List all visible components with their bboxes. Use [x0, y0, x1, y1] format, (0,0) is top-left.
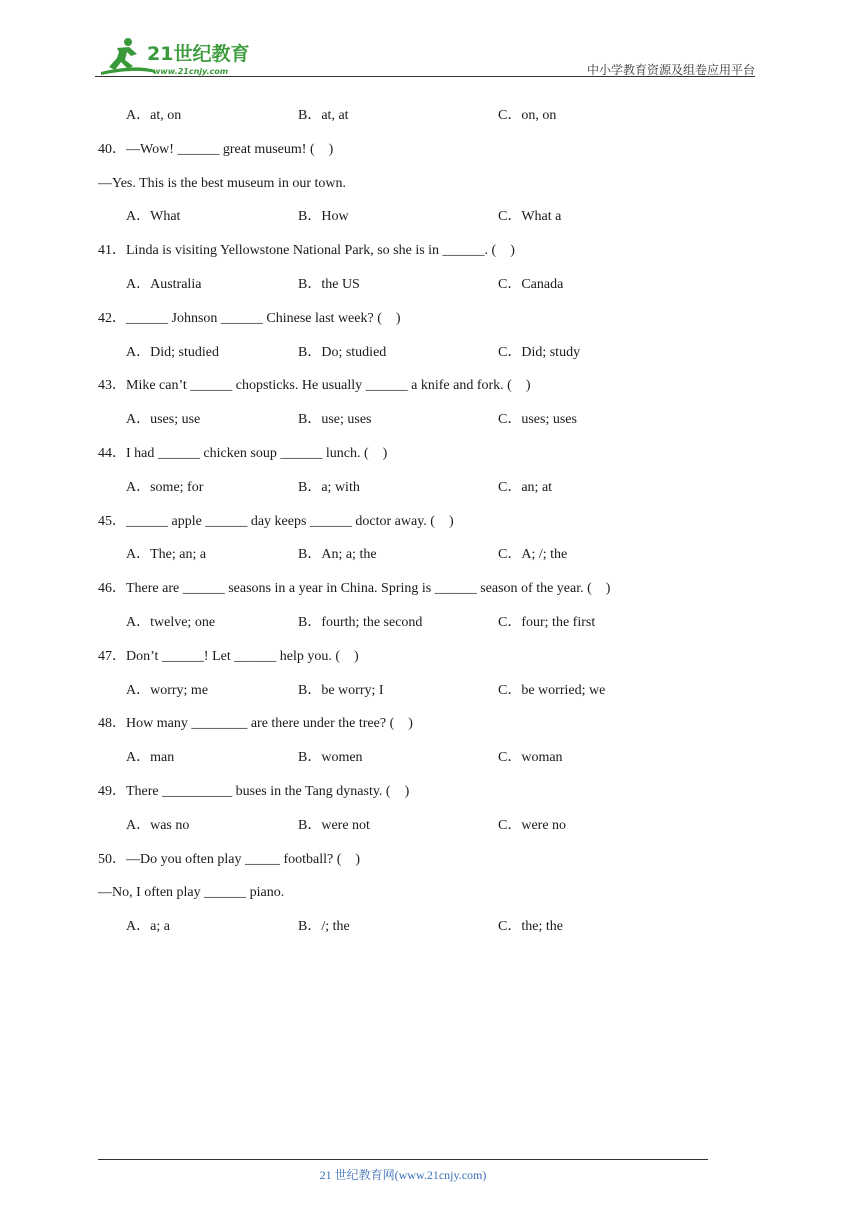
option-b[interactable]: B．An; a; the	[298, 547, 377, 563]
question-44	[98, 442, 718, 510]
option-a[interactable]: A．The; an; a	[126, 547, 207, 563]
option-b[interactable]: B．be worry; I	[298, 682, 384, 698]
option-a[interactable]: A．at, on	[126, 108, 182, 123]
option-b[interactable]: B．fourth; the second	[298, 614, 423, 630]
option-a[interactable]: A．man	[126, 750, 175, 766]
question-40	[98, 138, 718, 239]
question-stem	[98, 442, 718, 476]
question-text: ______ Johnson ______ Chinese last week? ( )	[126, 310, 401, 326]
question-stem	[98, 239, 718, 273]
question-stem	[98, 577, 718, 611]
option-a[interactable]: A．some; for	[126, 479, 204, 495]
option-row	[98, 915, 718, 949]
question-text-continued: —No, I often play ______ piano.	[98, 885, 285, 901]
option-a[interactable]: A．twelve; one	[126, 614, 216, 630]
svg-text:21世纪教育: 21世纪教育	[147, 43, 250, 65]
question-stem	[98, 510, 718, 544]
question-text: Don’t ______! Let ______ help you. ( )	[126, 648, 359, 664]
question-text: Linda is visiting Yellowstone National Park, so she is in ______. ( )	[126, 243, 515, 259]
footer-site-link[interactable]: 21 世纪教育网(www.21cnjy.com)	[319, 1168, 487, 1182]
option-b[interactable]: B．/; the	[298, 919, 350, 935]
option-c[interactable]: C．four; the first	[498, 614, 596, 630]
question-text: Mike can’t ______ chopsticks. He usually ______ a knife and fork. ( )	[126, 378, 531, 394]
option-a[interactable]: A．uses; use	[126, 412, 201, 428]
option-row	[98, 273, 718, 307]
option-c[interactable]: C．Canada	[498, 276, 564, 292]
option-c[interactable]: C．on, on	[498, 108, 557, 123]
question-stem	[98, 645, 718, 679]
option-b[interactable]: B．a; with	[298, 479, 360, 495]
question-text: There are ______ seasons in a year in China. Spring is ______ season of the year. ( )	[126, 581, 611, 597]
question-number: 40．	[98, 141, 126, 157]
question-number: 42．	[98, 310, 126, 326]
question-number: 48．	[98, 716, 126, 732]
question-text: There __________ buses in the Tang dynasty. ( )	[126, 783, 410, 799]
question-stem	[98, 712, 718, 746]
option-c[interactable]: C．A; /; the	[498, 547, 568, 563]
question-text: —Wow! ______ great museum! ( )	[126, 141, 334, 157]
option-c[interactable]: C．What a	[498, 209, 562, 225]
question-43	[98, 374, 718, 442]
question-text-continued: —Yes. This is the best museum in our town.	[98, 175, 346, 191]
svg-text:www.21cnjy.com: www.21cnjy.com	[153, 67, 229, 76]
option-row	[98, 543, 718, 577]
question-number: 41．	[98, 243, 126, 259]
option-c[interactable]: C．the; the	[498, 919, 563, 935]
question-41	[98, 239, 718, 307]
question-stem	[98, 780, 718, 814]
question-number: 47．	[98, 648, 126, 664]
page-header	[95, 34, 755, 78]
option-c[interactable]: C．woman	[498, 750, 563, 766]
question-42	[98, 307, 718, 375]
question-text: —Do you often play _____ football? ( )	[126, 851, 361, 867]
option-row	[98, 476, 718, 510]
option-c[interactable]: C．were no	[498, 817, 567, 833]
option-row	[98, 814, 718, 848]
option-row	[98, 611, 718, 645]
option-a[interactable]: A．worry; me	[126, 682, 209, 698]
option-b[interactable]: B．How	[298, 209, 349, 225]
option-a[interactable]: A．Australia	[126, 276, 202, 292]
option-b[interactable]: B．at, at	[298, 108, 349, 123]
question-number: 45．	[98, 513, 126, 529]
header-platform-text: 中小学教育资源及组卷应用平台	[586, 63, 755, 77]
question-48	[98, 712, 718, 780]
runner-logo-icon	[95, 34, 265, 78]
question-50	[98, 848, 718, 949]
option-b[interactable]: B．were not	[298, 817, 370, 833]
question-number: 50．	[98, 851, 126, 867]
option-c[interactable]: C．be worried; we	[498, 682, 606, 698]
question-text: How many ________ are there under the tree? ( )	[126, 716, 413, 732]
question-46	[98, 577, 718, 645]
question-number: 46．	[98, 581, 126, 597]
option-row	[98, 341, 718, 375]
option-a[interactable]: A．was no	[126, 817, 190, 833]
question-stem	[98, 307, 718, 341]
footer-divider	[98, 1159, 708, 1160]
question-stem	[98, 374, 718, 408]
option-row	[98, 205, 718, 239]
question-list	[98, 104, 718, 949]
option-row	[98, 746, 718, 780]
question-49	[98, 780, 718, 848]
site-logo[interactable]	[95, 34, 265, 78]
option-row	[98, 408, 718, 442]
option-a[interactable]: A．a; a	[126, 919, 170, 935]
option-b[interactable]: B．the US	[298, 276, 360, 292]
option-a[interactable]: A．What	[126, 209, 181, 225]
option-a[interactable]: A．Did; studied	[126, 344, 219, 360]
option-row	[98, 679, 718, 713]
option-b[interactable]: B．use; uses	[298, 412, 372, 428]
option-b[interactable]: B．Do; studied	[298, 344, 387, 360]
option-b[interactable]: B．women	[298, 750, 363, 766]
option-row	[98, 104, 718, 138]
header-divider	[95, 76, 755, 77]
question-number: 44．	[98, 445, 126, 461]
question-number: 49．	[98, 783, 126, 799]
question-text: I had ______ chicken soup ______ lunch. ( )	[126, 445, 388, 461]
question-stem	[98, 138, 718, 172]
question-text: ______ apple ______ day keeps ______ doctor away. ( )	[126, 513, 454, 529]
question-stem	[98, 848, 718, 882]
option-c[interactable]: C．Did; study	[498, 344, 581, 360]
question-47	[98, 645, 718, 713]
option-c[interactable]: C．an; at	[498, 479, 553, 495]
option-c[interactable]: C．uses; uses	[498, 412, 577, 428]
question-45	[98, 510, 718, 578]
question-number: 43．	[98, 378, 126, 394]
